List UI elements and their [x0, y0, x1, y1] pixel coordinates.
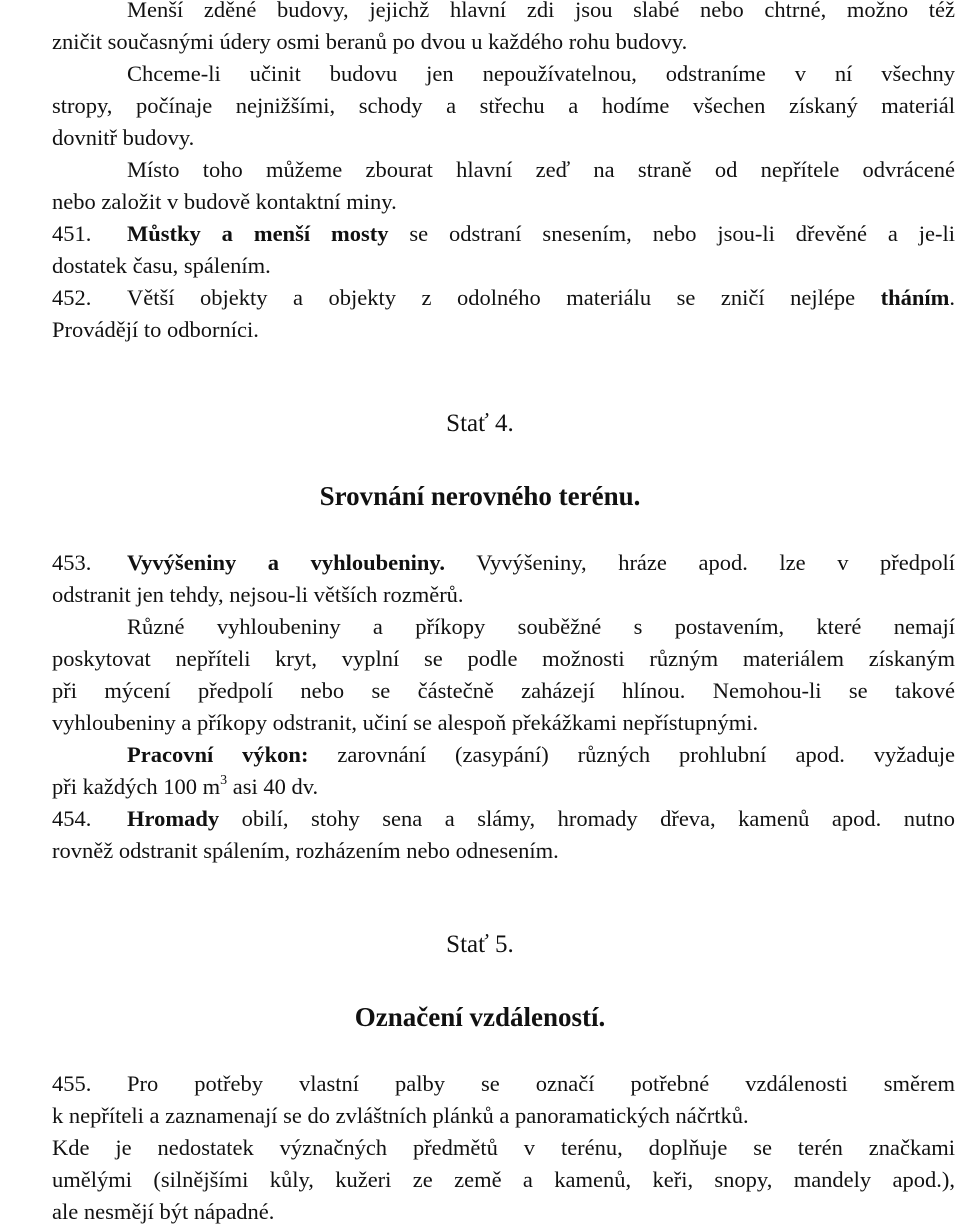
text-line: vyhloubeniny a příkopy odstranit, učiní se alespoň překážkami nepřístupnými. — [52, 710, 759, 735]
text-line: Provádějí to odborníci. — [52, 317, 259, 342]
text-run: asi 40 dv. — [227, 774, 319, 799]
paragraph-number: 451. — [52, 221, 92, 246]
text-line — [52, 773, 318, 805]
text-line: Různé vyhloubeniny a příkopy souběžné s postavením, které nemají — [127, 614, 955, 639]
section-heading: Srovnání nerovného terénu. — [319, 481, 641, 511]
text-line: Pro potřeby vlastní palby se označí potřebné vzdálenosti směrem — [127, 1071, 955, 1096]
text-line: dovnitř budovy. — [52, 125, 195, 150]
bold-term: Můstky a menší mosty — [127, 221, 389, 246]
paragraph-number: 455. — [52, 1071, 92, 1096]
text-line: stropy, počínaje nejnižšími, schody a střechu a hodíme všechen získaný materiál — [52, 93, 955, 118]
superscript: 3 — [220, 773, 228, 788]
paragraph-454 — [52, 805, 955, 833]
text-line: odstranit jen tehdy, nejsou-li větších rozměrů. — [52, 582, 464, 607]
text-line: zničit současnými údery osmi beranů po dvou u každého rohu budovy. — [52, 29, 688, 54]
bold-term: Vyvýšeniny a vyhloubeniny. — [127, 550, 446, 575]
section-number: Stať 4. — [446, 410, 514, 437]
paragraph-455 — [52, 1070, 955, 1098]
paragraph-452 — [52, 284, 955, 312]
text-line: dostatek času, spálením. — [52, 253, 271, 278]
paragraph-453 — [52, 549, 955, 577]
text-run: Větší objekty a objekty z odolného materiálu se zničí nejlépe — [127, 285, 881, 310]
paragraph-number: 452. — [52, 285, 92, 310]
text-line — [127, 741, 955, 769]
text-line — [127, 549, 955, 577]
text-line — [127, 284, 955, 312]
text-run: . — [949, 285, 955, 310]
text-line — [127, 805, 955, 833]
paragraph-451 — [52, 220, 955, 248]
text-run: zarovnání (zasypání) různých prohlubní apod. vyžaduje — [308, 742, 955, 767]
section-number: Stať 5. — [446, 931, 514, 958]
text-run: Vyvýšeniny, hráze apod. lze v předpolí — [445, 550, 955, 575]
text-line: umělými (silnějšími kůly, kužeri ze země a kamenů, keři, snopy, mandely apod.), — [52, 1167, 955, 1192]
text-run: se odstraní snesením, nebo jsou-li dřevěné a je-li — [388, 221, 955, 246]
paragraph-number: 454. — [52, 806, 92, 831]
text-line: Chceme-li učinit budovu jen nepoužívatelnou, odstraníme v ní všechny — [127, 61, 955, 86]
text-line: Místo toho můžeme zbourat hlavní zeď na straně od nepřítele odvrácené — [127, 157, 955, 182]
text-line: rovněž odstranit spálením, rozházením nebo odnesením. — [52, 838, 559, 863]
text-line: ale nesmějí být nápadné. — [52, 1199, 275, 1224]
section-heading: Označení vzdáleností. — [354, 1002, 606, 1032]
text-run: při každých 100 m — [52, 774, 221, 799]
paragraph-number: 453. — [52, 550, 92, 575]
bold-term: Pracovní výkon: — [127, 742, 309, 767]
text-line: poskytovat nepříteli kryt, vyplní se podle možnosti různým materiálem získaným — [52, 646, 955, 671]
text-line: Kde je nedostatek význačných předmětů v terénu, doplňuje se terén značkami — [52, 1135, 955, 1160]
text-line: Menší zděné budovy, jejichž hlavní zdi jsou slabé nebo chtrné, možno též — [127, 0, 955, 22]
text-line: k nepříteli a zaznamenají se do zvláštních plánků a panoramatických náčrtků. — [52, 1103, 749, 1128]
text-run: obilí, stohy sena a slámy, hromady dřeva, kamenů apod. nutno — [219, 806, 955, 831]
bold-term: Hromady — [127, 806, 220, 831]
text-line — [127, 220, 955, 248]
text-line: při mýcení předpolí nebo se částečně zaházejí hlínou. Nemohou-li se takové — [52, 678, 955, 703]
text-line: nebo založit v budově kontaktní miny. — [52, 189, 397, 214]
bold-term: tháním — [880, 285, 950, 310]
